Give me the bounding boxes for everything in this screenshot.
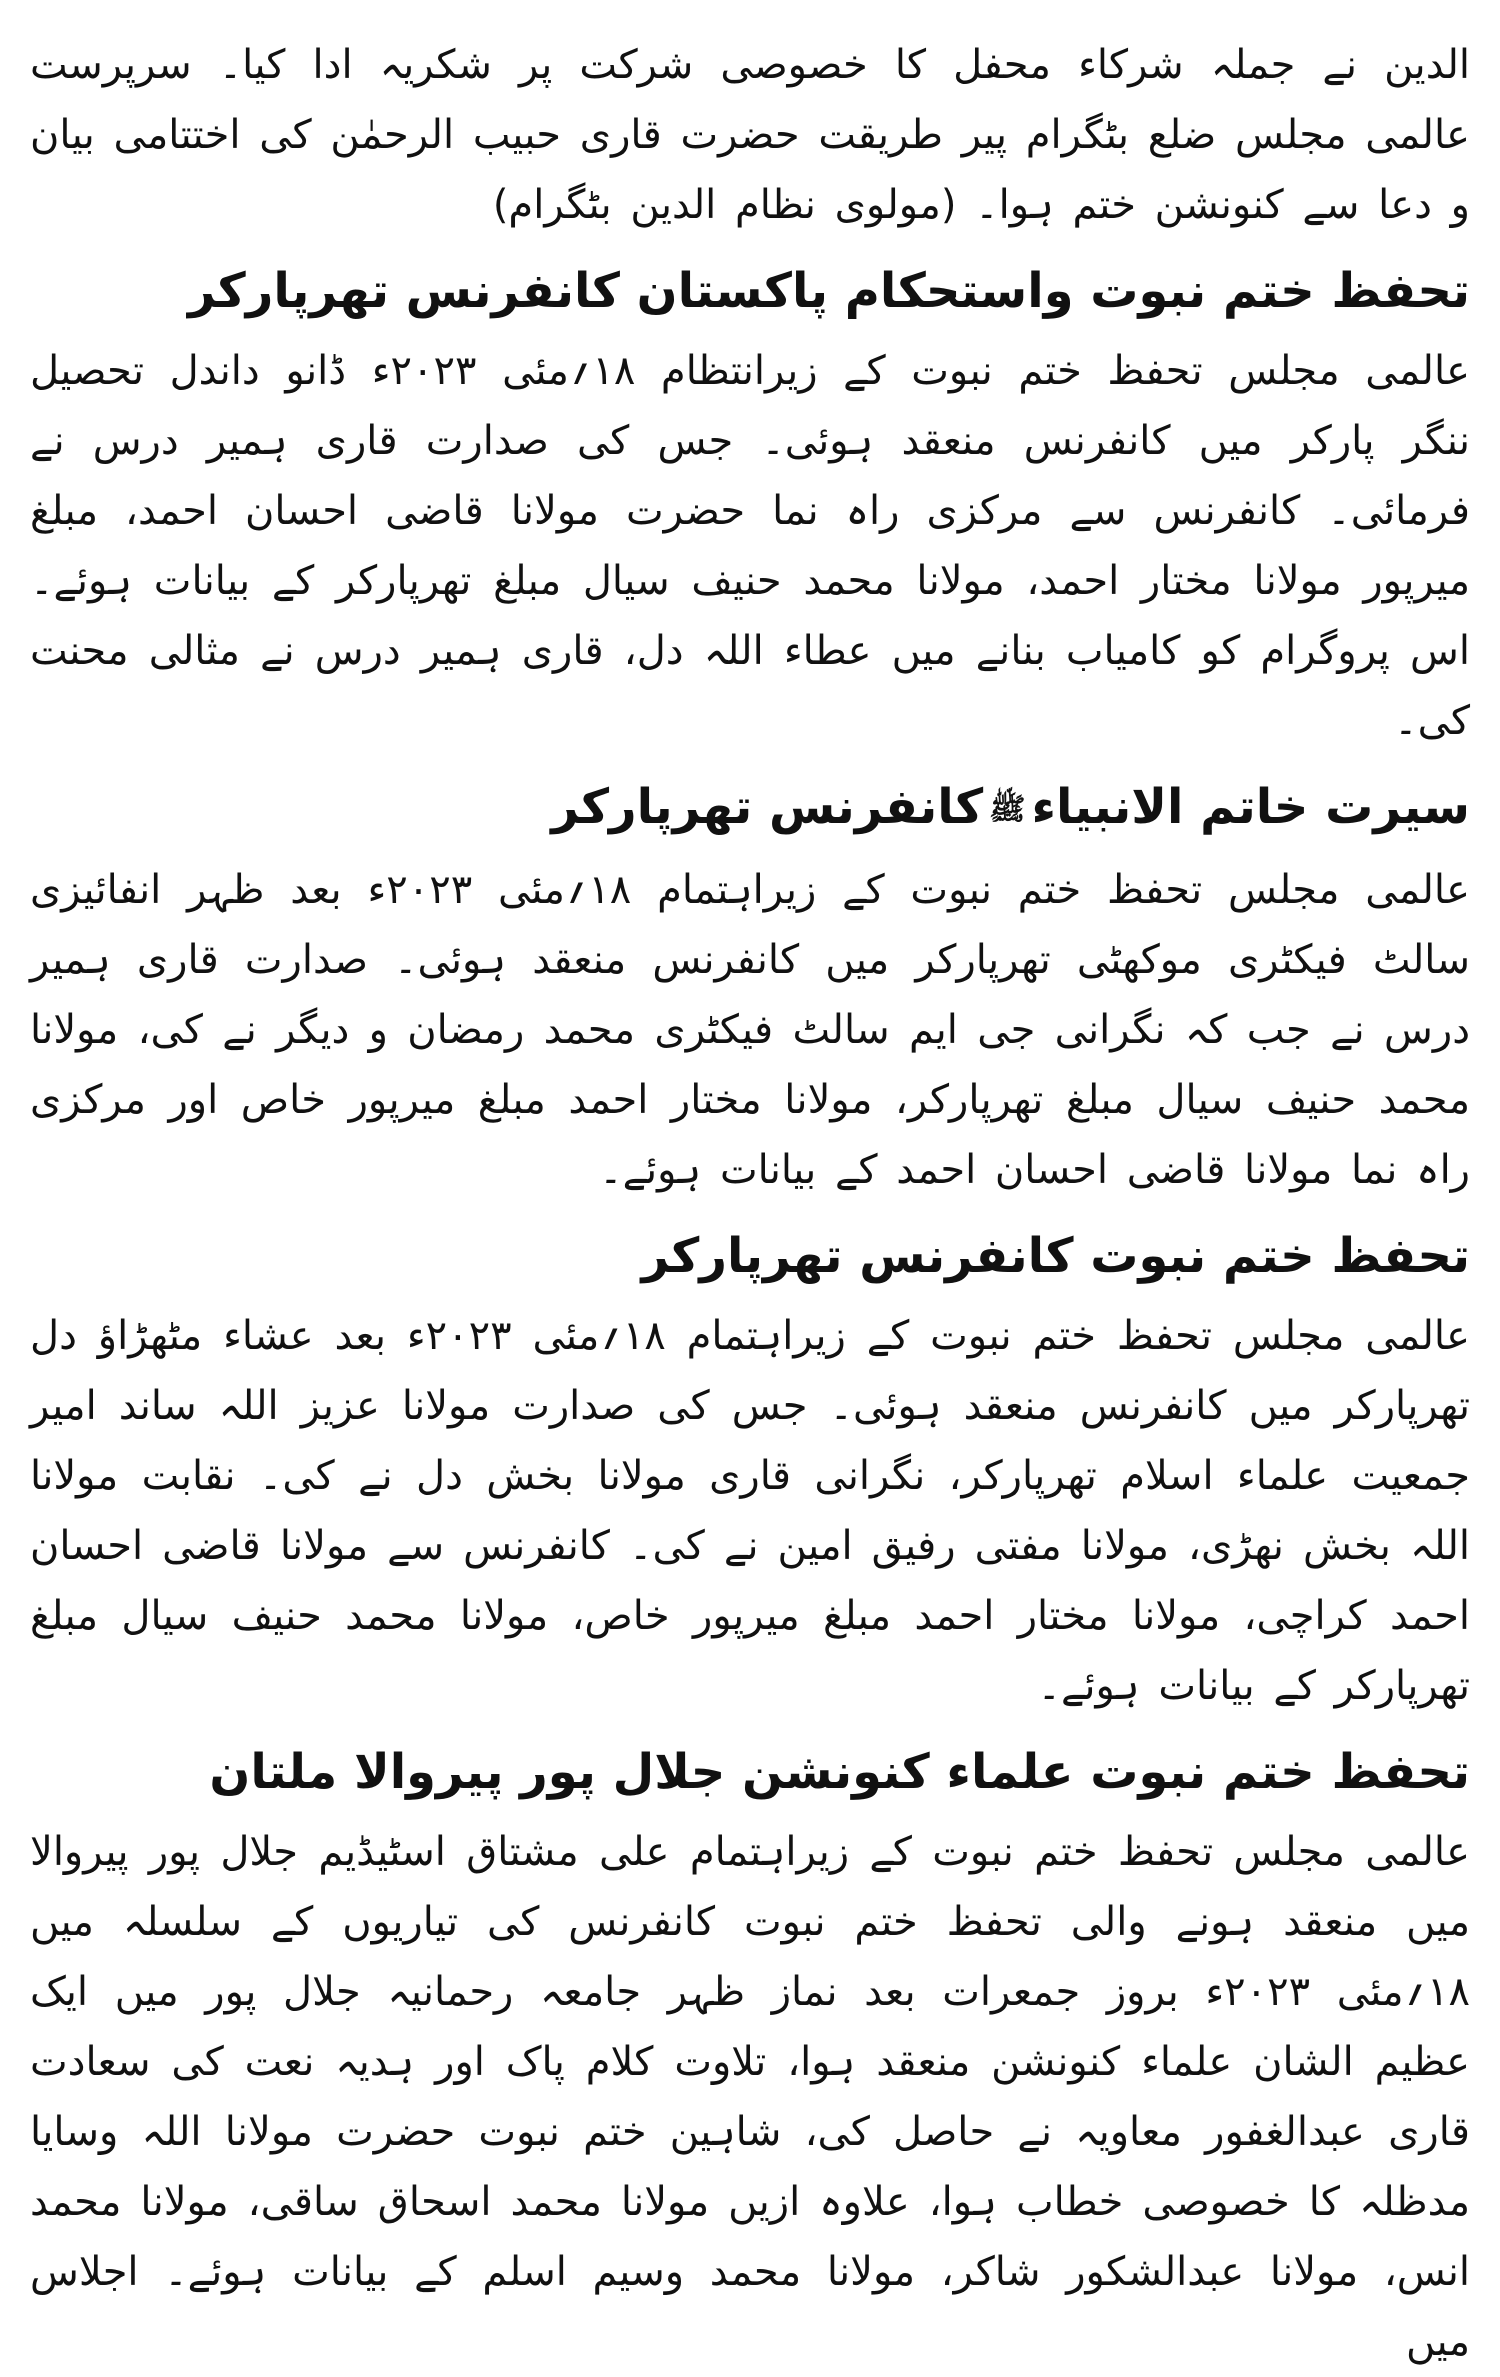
section-heading: تحفظ ختم نبوت واستحکام پاکستان کانفرنس تھرپارکر <box>187 263 1470 319</box>
intro-paragraph <box>30 30 1470 240</box>
heading-part-after: کانفرنس تھرپارکر <box>551 779 984 835</box>
section-heading: تحفظ ختم نبوت کانفرنس تھرپارکر <box>641 1228 1470 1284</box>
intro-text: الدین نے جملہ شرکاء محفل کا خصوصی شرکت پر شکریہ ادا کیا۔ سرپرست عالمی مجلس ضلع بٹگرام پیر طریقت حضرت قاری حبیب الرحمٰن کی اختتامی بیان و دعا سے کنونشن ختم ہوا۔ <box>30 42 1470 228</box>
section-body: عالمی مجلس تحفظ ختم نبوت کے زیراہتمام ۱۸؍مئی ۲۰۲۳ء بعد ظہر انفائیزی سالٹ فیکٹری موکھٹی تھرپارکر میں کانفرنس منعقد ہوئی۔ صدارت قاری ہمیر درس نے جب کہ نگرانی جی ایم سالٹ فیکٹری محمد رمضان و دیگر نے کی، مولانا محمد حنیف سیال مبلغ تھرپارکر، مولانا مختار احمد مبلغ میرپور خاص اور مرکزی راہ نما مولانا قاضی احسان احمد کے بیانات ہوئے۔ <box>30 867 1470 1193</box>
section-body: عالمی مجلس تحفظ ختم نبوت کے زیرانتظام ۱۸؍مئی ۲۰۲۳ء ڈانو داندل تحصیل ننگر پارکر میں کانفرنس منعقد ہوئی۔ جس کی صدارت قاری ہمیر درس نے فرمائی۔ کانفرنس سے مرکزی راہ نما حضرت مولانا قاضی احسان احمد، مبلغ میرپور مولانا مختار احمد، مولانا محمد حنیف سیال مبلغ تھرپارکر کے بیانات ہوئے۔ اس پروگرام کو کامیاب بنانے میں عطاء اللہ دل، قاری ہمیر درس نے مثالی محنت کی۔ <box>30 348 1471 744</box>
section-body: عالمی مجلس تحفظ ختم نبوت کے زیراہتمام ۱۸؍مئی ۲۰۲۳ء بعد عشاء مٹھڑاؤ دل تھرپارکر میں کانفرنس منعقد ہوئی۔ جس کی صدارت مولانا عزیز اللہ ساند امیر جمعیت علماء اسلام تھرپارکر، نگرانی قاری مولانا بخش دل نے کی۔ نقابت مولانا اللہ بخش نھڑی، مولانا مفتی رفیق امین نے کی۔ کانفرنس سے مولانا قاضی احسان احمد کراچی، مولانا مختار احمد مبلغ میرپور خاص، مولانا محمد حنیف سیال مبلغ تھرپارکر کے بیانات ہوئے۔ <box>30 1313 1470 1709</box>
section-heading: تحفظ ختم نبوت علماء کنونشن جلال پور پیروالا ملتان <box>209 1744 1470 1800</box>
salutation-glyph: ﷺ <box>989 792 1026 827</box>
intro-credit: (مولوی نظام الدین بٹگرام) <box>492 182 957 228</box>
article-page <box>30 30 1471 2365</box>
section-body: عالمی مجلس تحفظ ختم نبوت کے زیراہتمام علی مشتاق اسٹیڈیم جلال پور پیروالا میں منعقد ہونے والی تحفظ ختم نبوت کانفرنس کی تیاریوں کے سلسلہ میں ۱۸؍مئی ۲۰۲۳ء بروز جمعرات بعد نماز ظہر جامعہ رحمانیہ جلال پور میں ایک عظیم الشان علماء کنونشن منعقد ہوا، تلاوت کلام پاک اور ہدیہ نعت کی سعادت قاری عبدالغفور معاویہ نے حاصل کی، شاہین ختم نبوت حضرت مولانا اللہ وسایا مدظلہ کا خصوصی خطاب ہوا، علاوہ ازیں مولانا محمد اسحاق ساقی، مولانا محمد انس، مولانا عبدالشکور شاکر، مولانا محمد وسیم اسلم کے بیانات ہوئے۔ اجلاس میں <box>30 1829 1471 2365</box>
section-heading <box>30 770 1470 847</box>
heading-part-before: سیرت خاتم الانبیاء <box>1031 779 1470 835</box>
